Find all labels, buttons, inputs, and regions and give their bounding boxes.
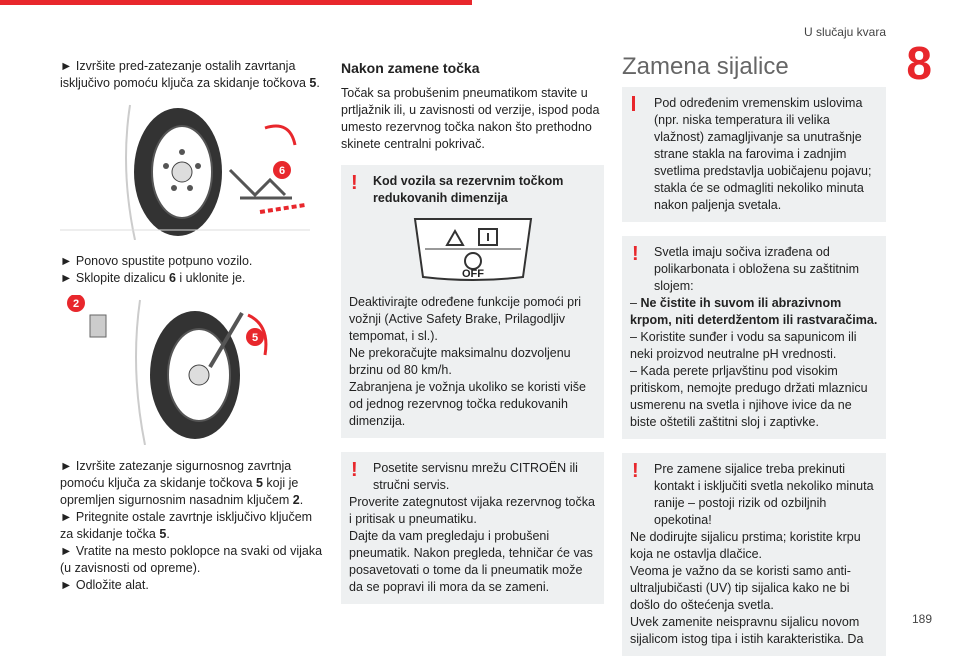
text: Izvršite pred-zatezanje ostalih zavrtanja isključivo pomoću ključa za skidanje točkova bbox=[60, 59, 310, 90]
instruction-refit-covers: ► Vratite na mesto poklopce na svaki od vijaka (u zavisnosti od opreme). bbox=[60, 543, 325, 577]
column-2 bbox=[341, 58, 604, 618]
warning-line: Dajte da vam pregledaju i probušeni pneumatik. Nakon pregleda, tehničar će vas posavetovati o tome da li pneumatik može da se popravi ili mora da se zameni. bbox=[349, 529, 593, 594]
text: Pritegnite ostale zavrtnje isključivo ključem za skidanje točka bbox=[60, 510, 313, 541]
info-icon bbox=[632, 96, 635, 111]
warning-line: Deaktivirajte određene funkcije pomoći pri vožnji (Active Safety Brake, Prilagodljiv tempomat, i sl.). bbox=[349, 295, 582, 343]
ref-5: 5 bbox=[309, 76, 317, 90]
warning-line: Veoma je važno da se koristi samo anti-ultraljubičasti (UV) tip sijalica kako ne bi došlo do oštećenja svetla. bbox=[630, 564, 851, 612]
top-accent-bar bbox=[0, 0, 472, 5]
warning-title bbox=[349, 173, 596, 207]
figure-wrench-tightening bbox=[60, 295, 325, 450]
warning-line: Pre zamene sijalice treba prekinuti kontakt i isključiti svetla nekoliko minuta ranije – postoji rizik od ozbiljnih opekotina! bbox=[654, 462, 874, 527]
column-3 bbox=[622, 53, 886, 670]
intro-paragraph: Točak sa probušenim pneumatikom stavite u prtljažnik ili, u zavisnosti od verzije, ispod poda umesto rezervnog točka nakon što prethodno skinete centralni pokrivač. bbox=[341, 86, 600, 151]
section-title: U slučaju kvara bbox=[803, 25, 886, 39]
instruction-store-tools: ► Odložite alat. bbox=[60, 577, 325, 594]
heading-after-wheel-change: Nakon zamene točka bbox=[341, 60, 480, 76]
text: i uklonite je. bbox=[175, 271, 246, 285]
warning-line: – Koristite sunđer i vodu sa sapunicom ili neki proizvod neutralne pH vrednosti. bbox=[630, 330, 857, 361]
warning-icon: ! bbox=[632, 460, 639, 482]
callout-6: 6 bbox=[278, 165, 286, 177]
warning-line: Ne prekoračujte maksimalnu dozvoljenu brzinu od 80 km/h. bbox=[349, 346, 571, 377]
warning-line: Proverite zategnutost vijaka rezervnog točka i pritisak u pneumatiku. bbox=[349, 495, 595, 526]
dashboard-indicator-figure bbox=[349, 215, 596, 286]
callout-2: 2 bbox=[72, 298, 80, 310]
text: Izvršite zatezanje sigurnosnog zavrtnja pomoću ključa za skidanje točkova bbox=[60, 459, 292, 490]
text: Ne čistite ih suvom ili abrazivnom krpom, niti deterdžentom ili rastvaračima. bbox=[630, 296, 878, 327]
warning-line bbox=[630, 295, 878, 329]
info-box-condensation bbox=[622, 87, 886, 222]
ref-5: 5 bbox=[255, 476, 263, 490]
off-label: OFF bbox=[461, 268, 484, 280]
text: – bbox=[630, 296, 641, 310]
page-number: 189 bbox=[911, 612, 932, 626]
figure-jack-lowering bbox=[60, 100, 325, 245]
warning-icon: ! bbox=[632, 243, 639, 265]
info-text: Pod određenim vremenskim uslovima (npr. niska temperatura ili velika vlažnost) zamagljivanje sa unutrašnje strane stakla na farovima i zadnjim svetlima predstavlja uobičajenu pojavu; stakla će se odmagliti nekoliko minuta nakon paljenja svetala. bbox=[654, 96, 872, 212]
warning-box-lenses bbox=[622, 236, 886, 439]
ref-5: 5 bbox=[159, 527, 167, 541]
instruction-lower-vehicle: ► Ponovo spustite potpuno vozilo. bbox=[60, 253, 325, 270]
warning-box-service bbox=[341, 452, 604, 604]
text: Sklopite dizalicu bbox=[75, 271, 169, 285]
text: Kod vozila sa rezervnim točkom redukovanih dimenzija bbox=[373, 174, 564, 205]
text: koji je opremljen sigurnosnim nasadnim ključem bbox=[60, 476, 299, 507]
instruction-pre-tighten: ► Izvršite pred-zatezanje ostalih zavrtanja isključivo pomoću ključa za skidanje točkova 5. bbox=[60, 58, 325, 92]
warning-line: – Kada perete prljavštinu pod visokim pritiskom, nemojte predugo držati mlaznicu usmerenu na svetla i njihove ivice da ne biste oštetili zaštitni sloj i zaptivke. bbox=[630, 364, 868, 429]
column-1 bbox=[60, 58, 325, 594]
warning-icon: ! bbox=[351, 172, 358, 194]
warning-box-space-saver bbox=[341, 165, 604, 438]
instruction-tighten-others: ► Pritegnite ostale zavrtnje isključivo ključem za skidanje točka 5. bbox=[60, 509, 325, 543]
warning-line: Ne dodirujte sijalicu prstima; koristite krpu koja ne ostavlja dlačice. bbox=[630, 530, 861, 561]
warning-line: Svetla imaju sočiva izrađena od polikarbonata i obložena su zaštitnim slojem: bbox=[654, 245, 859, 293]
ref-2: 2 bbox=[292, 493, 300, 507]
warning-line: Zabranjena je vožnja ukoliko se koristi više od jednog rezervnog točka redukovanih dimenzija. bbox=[349, 380, 586, 428]
ref-6: 6 bbox=[168, 271, 176, 285]
callout-5: 5 bbox=[251, 332, 259, 344]
chapter-number: 8 bbox=[906, 37, 932, 89]
instruction-security-bolt: ► Izvršite zatezanje sigurnosnog zavrtnja pomoću ključa za skidanje točkova 5 koji je opremljen sigurnosnim nasadnim ključem 2. bbox=[60, 458, 325, 509]
warning-line: Posetite servisnu mrežu CITROËN ili stručni servis. bbox=[373, 461, 578, 492]
warning-box-bulb-safety bbox=[622, 453, 886, 656]
warning-icon: ! bbox=[351, 459, 358, 481]
heading-bulb-replacement: Zamena sijalice bbox=[622, 53, 789, 80]
instruction-fold-jack bbox=[60, 270, 325, 287]
warning-line: Uvek zamenite neispravnu sijalicu novom sijalicom istog tipa i istih karakteristika. Da bbox=[630, 615, 864, 646]
